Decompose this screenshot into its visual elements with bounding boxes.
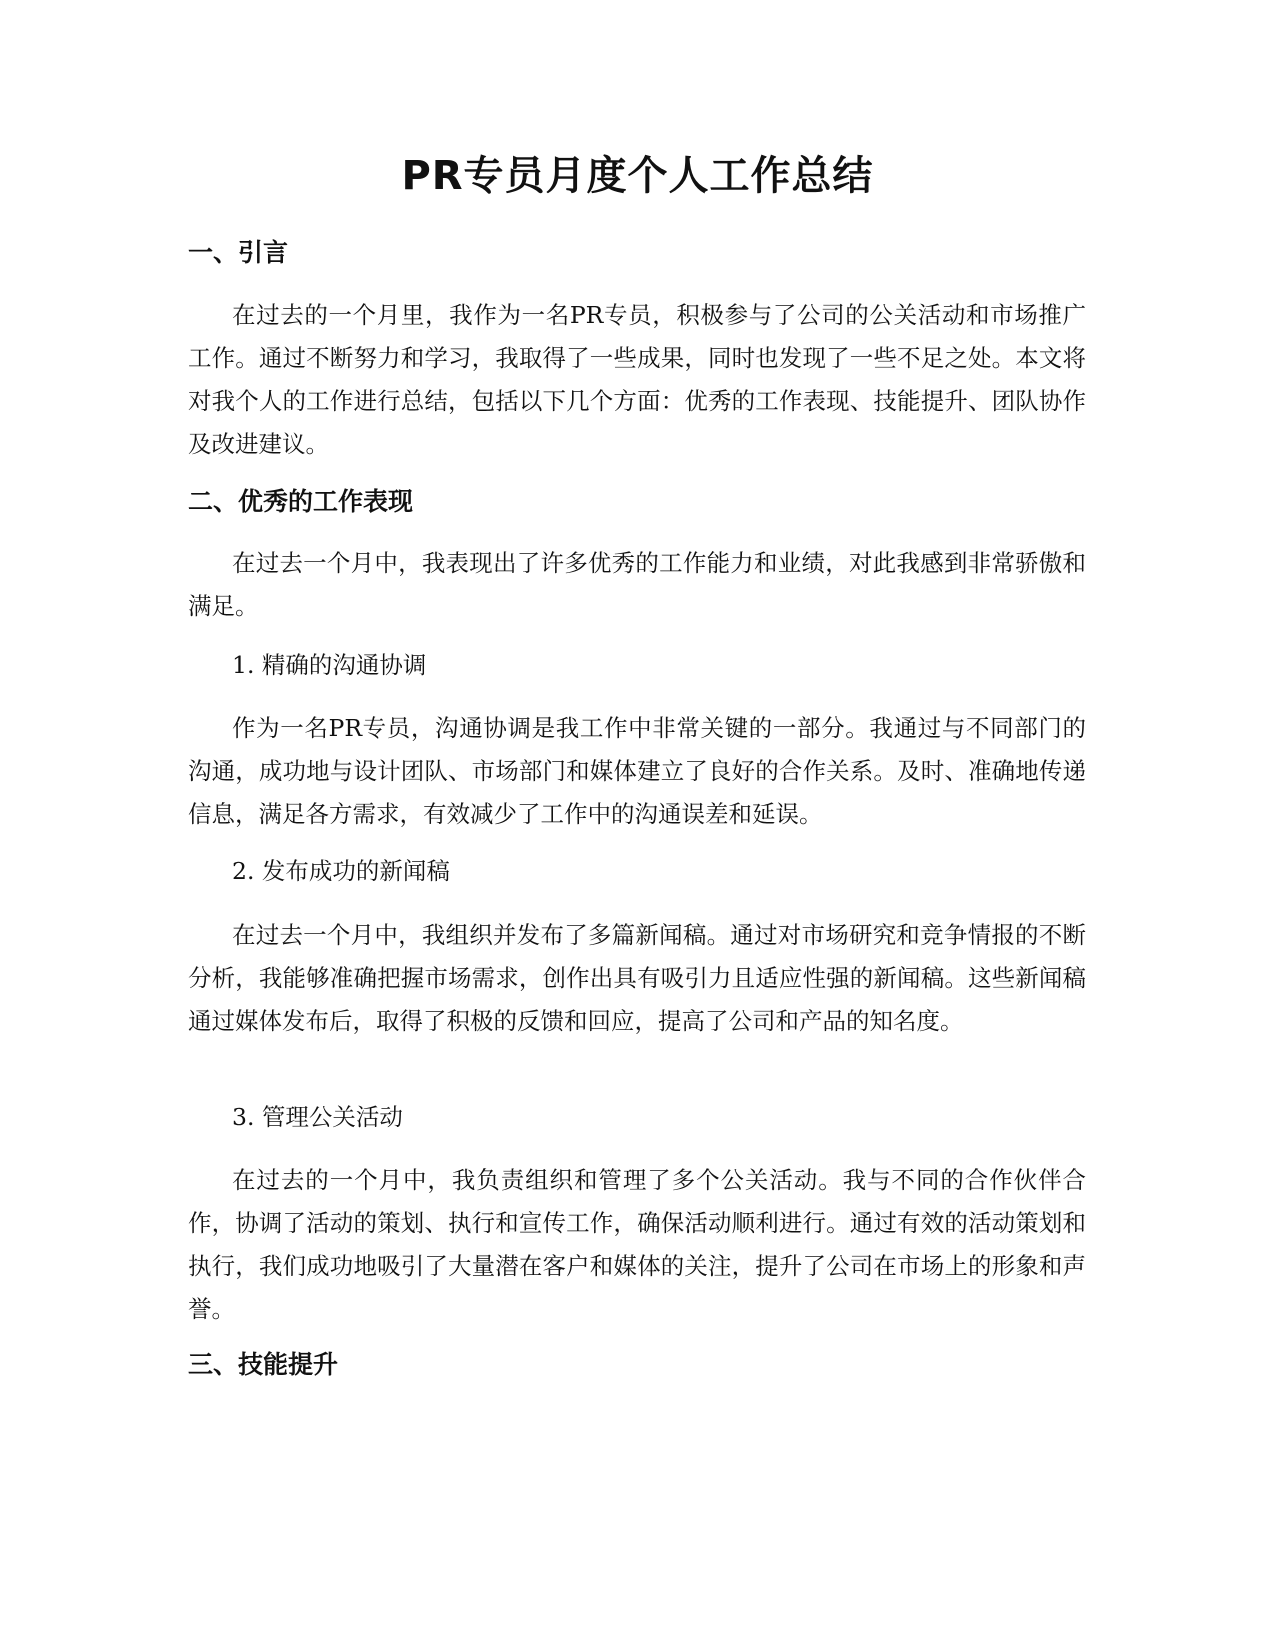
list-item-press-release: 2. 发布成功的新闻稿 bbox=[232, 857, 450, 885]
list-item-communication: 1. 精确的沟通协调 bbox=[232, 651, 427, 679]
section-heading-performance: 二、优秀的工作表现 bbox=[188, 487, 414, 516]
section-heading-skills: 三、技能提升 bbox=[188, 1350, 339, 1379]
communication-paragraph: 作为一名PR专员，沟通协调是我工作中非常关键的一部分。我通过与不同部门的沟通，成功地与设计团队、市场部门和媒体建立了良好的合作关系。及时、准确地传递信息，满足各方需求，有效减少了工作中的沟通误差和延误。 bbox=[188, 714, 1086, 828]
list-item-pr-events: 3. 管理公关活动 bbox=[232, 1103, 403, 1131]
document-title: PR专员月度个人工作总结 bbox=[401, 153, 874, 199]
pr-events-paragraph: 在过去的一个月中，我负责组织和管理了多个公关活动。我与不同的合作伙伴合作，协调了活动的策划、执行和宣传工作，确保活动顺利进行。通过有效的活动策划和执行，我们成功地吸引了大量潜在客户和媒体的关注，提升了公司在市场上的形象和声誉。 bbox=[188, 1166, 1086, 1323]
introduction-paragraph: 在过去的一个月里，我作为一名PR专员，积极参与了公司的公关活动和市场推广工作。通过不断努力和学习，我取得了一些成果，同时也发现了一些不足之处。本文将对我个人的工作进行总结，包括以下几个方面：优秀的工作表现、技能提升、团队协作及改进建议。 bbox=[188, 301, 1086, 458]
performance-intro-paragraph: 在过去一个月中，我表现出了许多优秀的工作能力和业绩，对此我感到非常骄傲和满足。 bbox=[188, 549, 1086, 620]
section-heading-introduction: 一、引言 bbox=[188, 238, 289, 267]
press-release-paragraph: 在过去一个月中，我组织并发布了多篇新闻稿。通过对市场研究和竞争情报的不断分析，我能够准确把握市场需求，创作出具有吸引力且适应性强的新闻稿。这些新闻稿通过媒体发布后，取得了积极的反馈和回应，提高了公司和产品的知名度。 bbox=[188, 921, 1086, 1035]
